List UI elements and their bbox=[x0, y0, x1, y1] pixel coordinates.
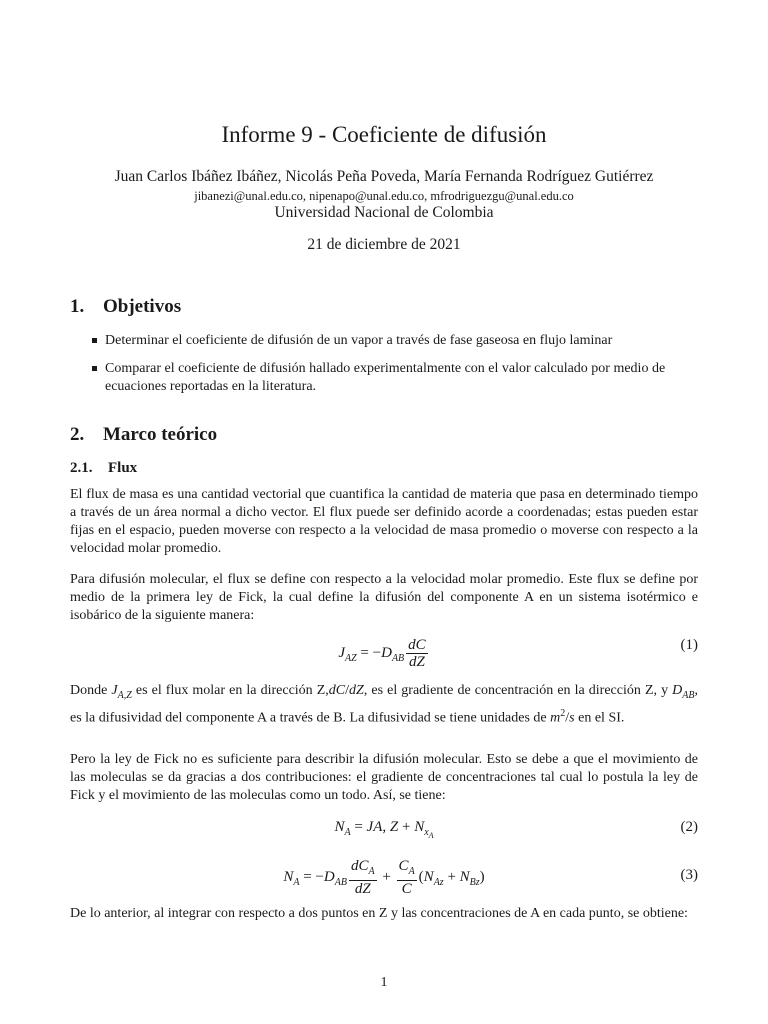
list-item bbox=[70, 332, 698, 351]
equation-number: (1) bbox=[680, 637, 698, 653]
page-number: 1 bbox=[380, 975, 388, 990]
subsection-title: Flux bbox=[108, 460, 138, 476]
equation-1-body: $J_{AZ} = -D_{AB}$ $\frac{dC}{dZ}$ bbox=[338, 637, 426, 670]
equation-1 bbox=[70, 637, 698, 677]
affiliation: Universidad Nacional de Colombia bbox=[274, 204, 494, 221]
subsection-number: 2.1. bbox=[70, 460, 93, 476]
paragraph-fick-insufficient: Pero la ley de Fick no es suficiente para describir la difusión molecular. Esto se debe a que el movimiento de las moleculas se da gracias a dos contribuciones: el gradiente de concentraciones tal cual lo postula la ley de Fick y el movimiento de las moleculas como un todo. Así, se tiene: bbox=[70, 752, 698, 803]
list-item-text: Comparar el coeficiente de difusión hallado experimentalmente con el valor calculado por medio de ecuaciones reportadas en la literatura. bbox=[105, 360, 666, 394]
equation-2-body: $N_A$ = JA, $Z + N_{x_A}$ bbox=[334, 819, 434, 840]
paragraph-integration: De lo anterior, al integrar con respecto a dos puntos en Z y las concentraciones de A en cada punto, se obtiene: bbox=[70, 906, 688, 921]
section-title: Marco teórico bbox=[103, 424, 218, 445]
paper-date: 21 de diciembre de 2021 bbox=[307, 236, 461, 253]
equation-number: (2) bbox=[680, 819, 698, 835]
section-title: Objetivos bbox=[103, 296, 182, 317]
equation-3-body: $N_A = -D_{AB}$ $\frac{dC_A}{dZ}$ + $\frac{C_A}{C}$ $(N_{Az} + N_{Bz})$ bbox=[283, 858, 485, 897]
paragraph-flux-definition: El flux de masa es una cantidad vectorial que cuantifica la cantidad de materia que pasa en determinado tiempo a través de un área normal a dicho vector. El flux puede ser definido acorde a coordenadas; estas pueden estar fijas en el espacio, pueden moverse con respecto a la velocidad de masa promedio o moverse con respecto a la velocidad molar promedio. bbox=[70, 487, 698, 556]
paper-title: Informe 9 - Coeficiente de difusión bbox=[221, 122, 547, 147]
paragraph-fick-law: Para difusión molecular, el flux se define con respecto a la velocidad molar promedio. Este flux se define por medio de la primera ley de Fick, la cual define la difusión del componente A en un sistema isotérmico e isobárico de la siguiente manera: bbox=[70, 572, 698, 623]
section-number: 2. bbox=[70, 424, 85, 445]
list-item-text: Determinar el coeficiente de difusión de un vapor a través de fase gaseosa en flujo laminar bbox=[105, 333, 613, 348]
author-emails: jibanezi@unal.edu.co, nipenapo@unal.edu.co, mfrodriguezgu@unal.edu.co bbox=[194, 189, 574, 203]
subsection-heading-flux bbox=[70, 458, 137, 478]
objectives-list bbox=[70, 332, 698, 406]
bullet-square-icon bbox=[92, 366, 97, 371]
section-number: 1. bbox=[70, 296, 85, 317]
equation-2 bbox=[70, 819, 698, 859]
equation-3 bbox=[70, 858, 698, 898]
paragraph-variables: Donde $J_{A,Z}$ es el flux molar en la dirección Z,dC/dZ, es el gradiente de concentración en la dirección Z, y $D_{AB}$, es la difusividad del componente A a través de B. La difusividad se tiene unidades de $m^2/s$ en el SI. bbox=[70, 683, 698, 726]
section-heading-marco-teorico bbox=[70, 423, 217, 447]
author-list: Juan Carlos Ibáñez Ibáñez, Nicolás Peña Poveda, María Fernanda Rodríguez Gutiérrez bbox=[114, 168, 654, 185]
bullet-square-icon bbox=[92, 338, 97, 343]
equation-number: (3) bbox=[680, 867, 698, 883]
list-item bbox=[70, 360, 698, 397]
section-heading-objetivos bbox=[70, 295, 181, 319]
